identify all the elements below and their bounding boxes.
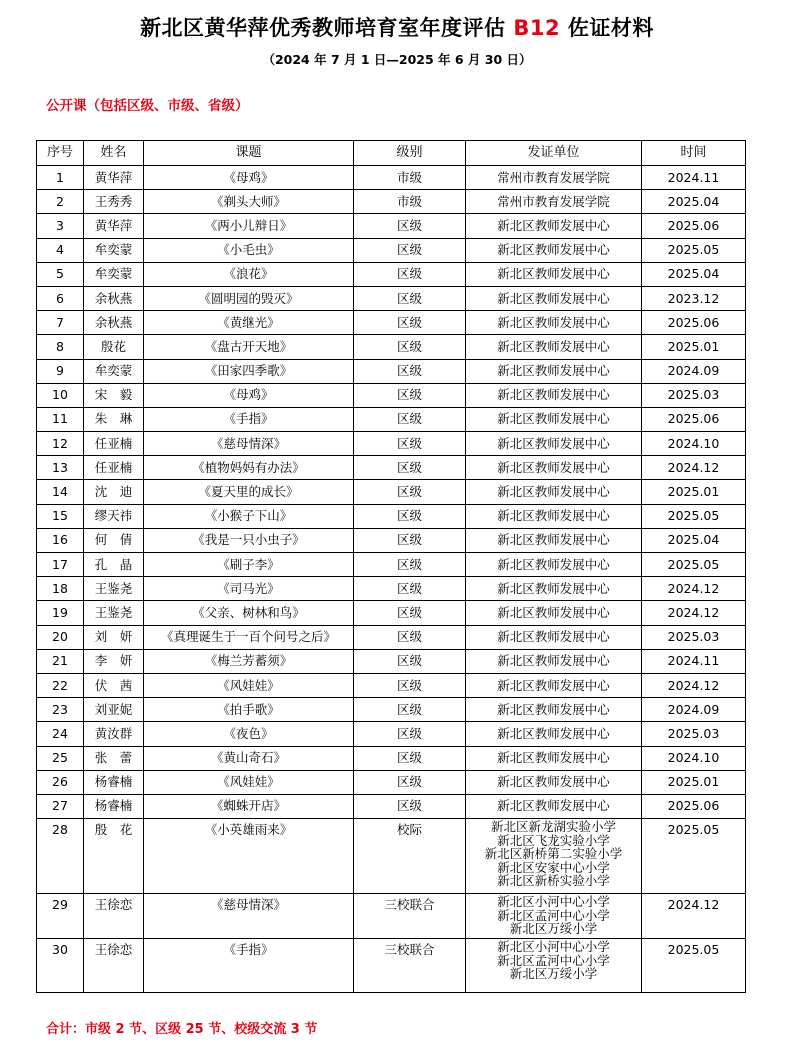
cell-teacher: 牟奕蒙 bbox=[84, 262, 144, 286]
cell-level: 区级 bbox=[354, 286, 466, 310]
cell-teacher: 孔 晶 bbox=[84, 553, 144, 577]
table-row bbox=[37, 311, 746, 335]
cell-level: 区级 bbox=[354, 746, 466, 770]
cell-topic: 《小毛虫》 bbox=[144, 238, 354, 262]
cell-index: 12 bbox=[37, 432, 84, 456]
issuer-line: 新北区小河中心小学 bbox=[497, 894, 610, 910]
cell-issuer: 新北区教师发展中心 bbox=[466, 722, 642, 746]
cell-index: 22 bbox=[37, 673, 84, 697]
column-header: 发证单位 bbox=[466, 141, 642, 166]
table-row bbox=[37, 456, 746, 480]
cell-date: 2025.06 bbox=[642, 407, 746, 431]
cell-issuer: 新北区教师发展中心 bbox=[466, 601, 642, 625]
table-row bbox=[37, 894, 746, 939]
cell-index: 25 bbox=[37, 746, 84, 770]
table-row bbox=[37, 625, 746, 649]
cell-date: 2025.05 bbox=[642, 819, 746, 894]
cell-index: 7 bbox=[37, 311, 84, 335]
cell-teacher: 王徐恋 bbox=[84, 939, 144, 993]
issuer-line: 新北区飞龙实验小学 bbox=[497, 832, 610, 848]
cell-teacher: 余秋燕 bbox=[84, 311, 144, 335]
title-main: 新北区黄华萍优秀教师培育室年度评估 bbox=[140, 16, 506, 40]
cell-topic: 《我是一只小虫子》 bbox=[144, 528, 354, 552]
table-row bbox=[37, 262, 746, 286]
cell-topic: 《父亲、树林和鸟》 bbox=[144, 601, 354, 625]
cell-teacher: 黄华萍 bbox=[84, 214, 144, 238]
issuer-line: 新北区万绥小学 bbox=[509, 966, 598, 982]
cell-issuer: 新北区教师发展中心 bbox=[466, 214, 642, 238]
cell-index: 21 bbox=[37, 649, 84, 673]
cell-date: 2024.11 bbox=[642, 649, 746, 673]
cell-level: 区级 bbox=[354, 504, 466, 528]
cell-topic: 《梅兰芳蓄须》 bbox=[144, 649, 354, 673]
table-row bbox=[37, 286, 746, 310]
cell-date: 2024.09 bbox=[642, 359, 746, 383]
cell-index: 15 bbox=[37, 504, 84, 528]
cell-level: 三校联合 bbox=[354, 939, 466, 993]
cell-teacher: 余秋燕 bbox=[84, 286, 144, 310]
cell-topic: 《小猴子下山》 bbox=[144, 504, 354, 528]
cell-topic: 《拍手歌》 bbox=[144, 698, 354, 722]
table-row bbox=[37, 746, 746, 770]
cell-date: 2025.05 bbox=[642, 504, 746, 528]
cell-level: 区级 bbox=[354, 432, 466, 456]
cell-issuer: 常州市教育发展学院 bbox=[466, 190, 642, 214]
cell-date: 2025.01 bbox=[642, 770, 746, 794]
cell-index: 26 bbox=[37, 770, 84, 794]
issuer-line: 新北区新桥实验小学 bbox=[497, 873, 610, 889]
cell-index: 24 bbox=[37, 722, 84, 746]
cell-teacher: 张 蕾 bbox=[84, 746, 144, 770]
cell-teacher: 缪天祎 bbox=[84, 504, 144, 528]
cell-date: 2024.12 bbox=[642, 456, 746, 480]
title-code: B12 bbox=[513, 16, 561, 40]
cell-date: 2025.03 bbox=[642, 722, 746, 746]
cell-date: 2024.12 bbox=[642, 673, 746, 697]
cell-issuer: 新北区教师发展中心 bbox=[466, 432, 642, 456]
cell-level: 区级 bbox=[354, 456, 466, 480]
issuer-line: 新北区孟河中心小学 bbox=[497, 952, 610, 968]
cell-index: 13 bbox=[37, 456, 84, 480]
cell-topic: 《小英雄雨来》 bbox=[144, 819, 354, 894]
table-row bbox=[37, 432, 746, 456]
cell-topic: 《司马光》 bbox=[144, 577, 354, 601]
table-row bbox=[37, 359, 746, 383]
cell-teacher: 杨睿楠 bbox=[84, 770, 144, 794]
cell-teacher: 何 倩 bbox=[84, 528, 144, 552]
cell-teacher: 王徐恋 bbox=[84, 894, 144, 939]
cell-teacher: 任亚楠 bbox=[84, 456, 144, 480]
cell-issuer: 新北区教师发展中心 bbox=[466, 577, 642, 601]
cell-index: 17 bbox=[37, 553, 84, 577]
cell-date: 2024.11 bbox=[642, 166, 746, 190]
cell-issuer: 新北区教师发展中心 bbox=[466, 383, 642, 407]
cell-topic: 《黄山奇石》 bbox=[144, 746, 354, 770]
cell-date: 2024.12 bbox=[642, 894, 746, 939]
table-row bbox=[37, 214, 746, 238]
cell-date: 2025.06 bbox=[642, 794, 746, 818]
table-row bbox=[37, 794, 746, 818]
issuer-line: 新北区小河中心小学 bbox=[497, 939, 610, 955]
table-row bbox=[37, 722, 746, 746]
cell-index: 3 bbox=[37, 214, 84, 238]
cell-topic: 《母鸡》 bbox=[144, 383, 354, 407]
cell-level: 区级 bbox=[354, 577, 466, 601]
cell-topic: 《剃头大师》 bbox=[144, 190, 354, 214]
document-period: （2024 年 7 月 1 日—2025 年 6 月 30 日） bbox=[262, 52, 532, 67]
cell-level: 区级 bbox=[354, 698, 466, 722]
table-row bbox=[37, 383, 746, 407]
issuer-line: 新北区安家中心小学 bbox=[497, 859, 610, 875]
cell-teacher: 宋 毅 bbox=[84, 383, 144, 407]
cell-teacher: 伏 茜 bbox=[84, 673, 144, 697]
cell-topic: 《浪花》 bbox=[144, 262, 354, 286]
cell-date: 2025.06 bbox=[642, 214, 746, 238]
title-suffix: 佐证材料 bbox=[567, 16, 654, 40]
cell-index: 14 bbox=[37, 480, 84, 504]
cell-topic: 《手指》 bbox=[144, 939, 354, 993]
cell-teacher: 王鉴尧 bbox=[84, 601, 144, 625]
cell-teacher: 黄华萍 bbox=[84, 166, 144, 190]
cell-level: 区级 bbox=[354, 794, 466, 818]
table-row bbox=[37, 335, 746, 359]
cell-topic: 《两小儿辩日》 bbox=[144, 214, 354, 238]
cell-level: 三校联合 bbox=[354, 894, 466, 939]
cell-index: 20 bbox=[37, 625, 84, 649]
column-header: 时间 bbox=[642, 141, 746, 166]
cell-issuer: 新北区教师发展中心 bbox=[466, 407, 642, 431]
cell-teacher: 任亚楠 bbox=[84, 432, 144, 456]
table-row bbox=[37, 553, 746, 577]
cell-topic: 《夜色》 bbox=[144, 722, 354, 746]
cell-issuer: 新北区教师发展中心 bbox=[466, 335, 642, 359]
cell-topic: 《慈母情深》 bbox=[144, 432, 354, 456]
cell-index: 28 bbox=[37, 819, 84, 894]
cell-teacher: 朱 琳 bbox=[84, 407, 144, 431]
cell-issuer: 新北区教师发展中心 bbox=[466, 262, 642, 286]
table-row bbox=[37, 819, 746, 894]
cell-date: 2024.12 bbox=[642, 577, 746, 601]
document-title bbox=[0, 12, 794, 42]
cell-date: 2025.04 bbox=[642, 528, 746, 552]
cell-index: 4 bbox=[37, 238, 84, 262]
cell-issuer: 新北区教师发展中心 bbox=[466, 746, 642, 770]
cell-date: 2025.01 bbox=[642, 335, 746, 359]
cell-level: 区级 bbox=[354, 673, 466, 697]
cell-topic: 《蜘蛛开店》 bbox=[144, 794, 354, 818]
column-header: 姓名 bbox=[84, 141, 144, 166]
cell-issuer: 新北区教师发展中心 bbox=[466, 553, 642, 577]
cell-index: 30 bbox=[37, 939, 84, 993]
cell-level: 区级 bbox=[354, 359, 466, 383]
cell-teacher: 刘 妍 bbox=[84, 625, 144, 649]
cell-date: 2024.10 bbox=[642, 746, 746, 770]
table-row bbox=[37, 528, 746, 552]
table-row bbox=[37, 939, 746, 993]
cell-level: 市级 bbox=[354, 166, 466, 190]
cell-issuer: 新北区教师发展中心 bbox=[466, 311, 642, 335]
cell-index: 23 bbox=[37, 698, 84, 722]
cell-topic: 《植物妈妈有办法》 bbox=[144, 456, 354, 480]
table-row bbox=[37, 601, 746, 625]
table-row bbox=[37, 673, 746, 697]
issuer-line: 新北区万绥小学 bbox=[509, 921, 598, 937]
open-class-table bbox=[36, 140, 746, 993]
table-row bbox=[37, 698, 746, 722]
cell-level: 区级 bbox=[354, 311, 466, 335]
cell-index: 18 bbox=[37, 577, 84, 601]
cell-date: 2025.04 bbox=[642, 190, 746, 214]
cell-issuer: 新北区教师发展中心 bbox=[466, 698, 642, 722]
cell-date: 2025.03 bbox=[642, 383, 746, 407]
cell-teacher: 牟奕蒙 bbox=[84, 238, 144, 262]
cell-issuer: 新北区教师发展中心 bbox=[466, 504, 642, 528]
cell-level: 区级 bbox=[354, 407, 466, 431]
cell-index: 29 bbox=[37, 894, 84, 939]
cell-teacher: 杨睿楠 bbox=[84, 794, 144, 818]
cell-date: 2025.05 bbox=[642, 939, 746, 993]
cell-issuer: 新北区教师发展中心 bbox=[466, 625, 642, 649]
cell-teacher: 黄汝群 bbox=[84, 722, 144, 746]
cell-topic: 《田家四季歌》 bbox=[144, 359, 354, 383]
table-row bbox=[37, 166, 746, 190]
cell-level: 区级 bbox=[354, 601, 466, 625]
table-header-row bbox=[37, 141, 746, 166]
cell-topic: 《夏天里的成长》 bbox=[144, 480, 354, 504]
cell-issuer: 新北区教师发展中心 bbox=[466, 238, 642, 262]
cell-index: 1 bbox=[37, 166, 84, 190]
cell-index: 27 bbox=[37, 794, 84, 818]
cell-teacher: 刘亚妮 bbox=[84, 698, 144, 722]
cell-topic: 《慈母情深》 bbox=[144, 894, 354, 939]
cell-teacher: 牟奕蒙 bbox=[84, 359, 144, 383]
cell-index: 19 bbox=[37, 601, 84, 625]
table-row bbox=[37, 577, 746, 601]
cell-issuer: 新北区教师发展中心 bbox=[466, 480, 642, 504]
cell-topic: 《母鸡》 bbox=[144, 166, 354, 190]
cell-level: 市级 bbox=[354, 190, 466, 214]
cell-date: 2025.06 bbox=[642, 311, 746, 335]
cell-index: 10 bbox=[37, 383, 84, 407]
cell-issuer bbox=[466, 939, 642, 993]
column-header: 级别 bbox=[354, 141, 466, 166]
cell-date: 2025.04 bbox=[642, 262, 746, 286]
issuer-line: 新北区新桥第二实验小学 bbox=[484, 846, 623, 862]
cell-level: 区级 bbox=[354, 722, 466, 746]
cell-level: 区级 bbox=[354, 214, 466, 238]
cell-date: 2023.12 bbox=[642, 286, 746, 310]
column-header: 课题 bbox=[144, 141, 354, 166]
cell-index: 11 bbox=[37, 407, 84, 431]
cell-date: 2025.05 bbox=[642, 238, 746, 262]
cell-index: 9 bbox=[37, 359, 84, 383]
cell-level: 区级 bbox=[354, 528, 466, 552]
cell-issuer: 新北区教师发展中心 bbox=[466, 528, 642, 552]
cell-date: 2024.10 bbox=[642, 432, 746, 456]
cell-level: 区级 bbox=[354, 238, 466, 262]
cell-level: 区级 bbox=[354, 649, 466, 673]
cell-topic: 《刷子李》 bbox=[144, 553, 354, 577]
total-summary: 合计：市级 2 节、区级 25 节、校级交流 3 节 bbox=[46, 1022, 318, 1037]
cell-topic: 《圆明园的毁灭》 bbox=[144, 286, 354, 310]
cell-issuer bbox=[466, 819, 642, 894]
cell-teacher: 王秀秀 bbox=[84, 190, 144, 214]
cell-issuer: 常州市教育发展学院 bbox=[466, 166, 642, 190]
cell-topic: 《手指》 bbox=[144, 407, 354, 431]
section-title: 公开课（包括区级、市级、省级） bbox=[46, 98, 249, 114]
table-row bbox=[37, 649, 746, 673]
cell-teacher: 沈 迪 bbox=[84, 480, 144, 504]
table-row bbox=[37, 480, 746, 504]
cell-topic: 《风娃娃》 bbox=[144, 673, 354, 697]
table-row bbox=[37, 407, 746, 431]
cell-level: 区级 bbox=[354, 262, 466, 286]
issuer-line: 新北区孟河中心小学 bbox=[497, 907, 610, 923]
table-row bbox=[37, 190, 746, 214]
cell-topic: 《真理诞生于一百个问号之后》 bbox=[144, 625, 354, 649]
cell-teacher: 王鉴尧 bbox=[84, 577, 144, 601]
cell-issuer: 新北区教师发展中心 bbox=[466, 456, 642, 480]
cell-date: 2024.09 bbox=[642, 698, 746, 722]
cell-date: 2025.03 bbox=[642, 625, 746, 649]
table-row bbox=[37, 504, 746, 528]
cell-date: 2025.05 bbox=[642, 553, 746, 577]
cell-level: 区级 bbox=[354, 625, 466, 649]
cell-level: 区级 bbox=[354, 480, 466, 504]
cell-issuer: 新北区教师发展中心 bbox=[466, 794, 642, 818]
cell-level: 区级 bbox=[354, 770, 466, 794]
cell-issuer: 新北区教师发展中心 bbox=[466, 286, 642, 310]
cell-issuer: 新北区教师发展中心 bbox=[466, 359, 642, 383]
cell-index: 16 bbox=[37, 528, 84, 552]
cell-level: 校际 bbox=[354, 819, 466, 894]
cell-date: 2025.01 bbox=[642, 480, 746, 504]
cell-teacher: 李 妍 bbox=[84, 649, 144, 673]
issuer-line: 新北区新龙湖实验小学 bbox=[490, 819, 616, 835]
cell-issuer: 新北区教师发展中心 bbox=[466, 649, 642, 673]
cell-issuer: 新北区教师发展中心 bbox=[466, 673, 642, 697]
cell-issuer: 新北区教师发展中心 bbox=[466, 770, 642, 794]
cell-date: 2024.12 bbox=[642, 601, 746, 625]
cell-index: 8 bbox=[37, 335, 84, 359]
table-row bbox=[37, 238, 746, 262]
cell-topic: 《黄继光》 bbox=[144, 311, 354, 335]
cell-index: 2 bbox=[37, 190, 84, 214]
cell-teacher: 殷花 bbox=[84, 335, 144, 359]
table-row bbox=[37, 770, 746, 794]
cell-index: 5 bbox=[37, 262, 84, 286]
cell-index: 6 bbox=[37, 286, 84, 310]
cell-level: 区级 bbox=[354, 383, 466, 407]
cell-level: 区级 bbox=[354, 335, 466, 359]
cell-teacher: 殷 花 bbox=[84, 819, 144, 894]
cell-issuer bbox=[466, 894, 642, 939]
cell-topic: 《盘古开天地》 bbox=[144, 335, 354, 359]
cell-topic: 《风娃娃》 bbox=[144, 770, 354, 794]
column-header: 序号 bbox=[37, 141, 84, 166]
cell-level: 区级 bbox=[354, 553, 466, 577]
